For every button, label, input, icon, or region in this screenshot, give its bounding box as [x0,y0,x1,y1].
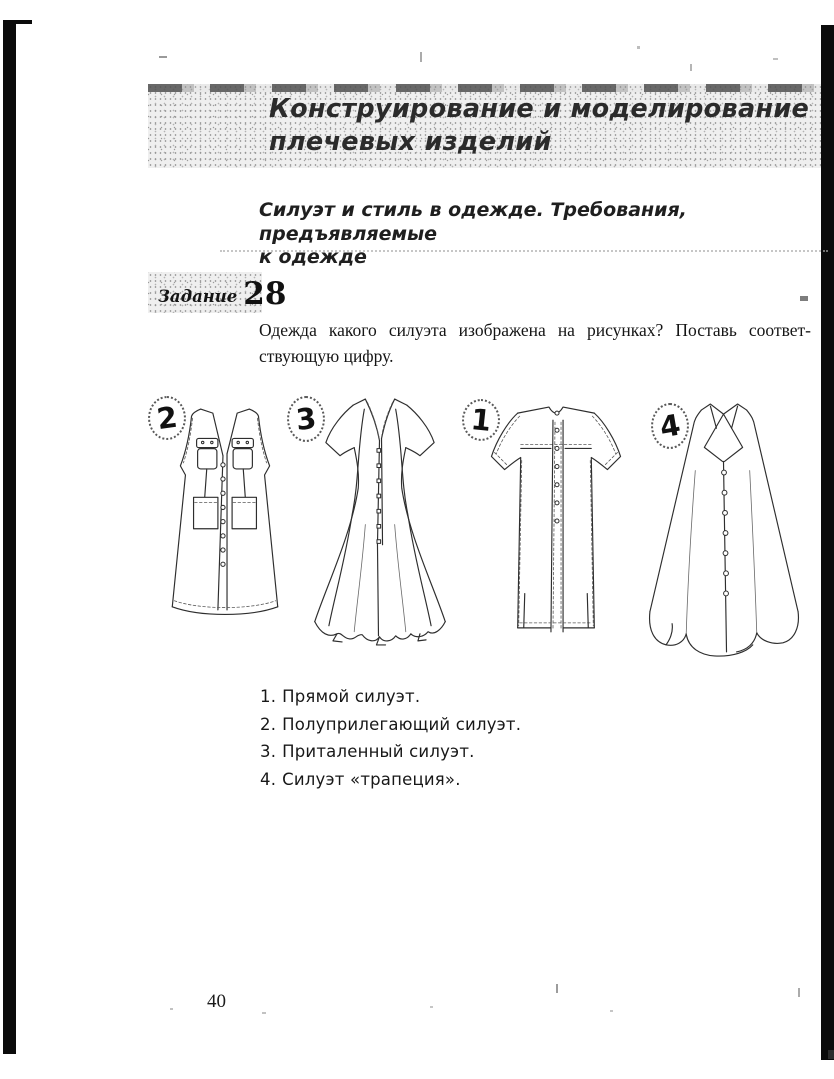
item-number: 3. [260,742,277,761]
item-text: Прямой силуэт. [282,687,421,706]
scan-speck [800,296,808,301]
task-label: Задание [158,287,238,306]
scan-speck [798,988,800,997]
subtitle-dotted-divider [220,250,828,252]
list-item [260,770,521,798]
dress-line-art-trapeze [644,400,804,662]
page-number: 40 [207,991,226,1012]
chapter-title-line1: Конструирование и моделирование [269,94,810,124]
scan-speck [170,1008,173,1010]
scan-speck [556,984,558,993]
dress-figure-2 [284,391,456,653]
list-item [260,742,521,770]
dress-figure-1 [146,394,286,626]
section-subtitle [259,199,819,270]
dress-line-art-fitted [306,393,454,651]
scan-speck [159,56,167,58]
item-number: 1. [260,687,277,706]
item-text: Приталенный силуэт. [282,742,475,761]
answer-number-3: 1 [469,402,493,438]
item-number: 4. [260,769,277,789]
answer-number-2: 3 [294,401,318,437]
list-item [260,715,521,743]
scan-speck [828,1050,834,1059]
subtitle-line1: Силуэт и стиль в одежде. Требования, предъявляемые [259,199,687,245]
answer-number-1: 2 [154,399,180,437]
scan-speck [430,1006,433,1008]
question-line1: Одежда какого силуэта изображена на рисунках? Поставь соответ- [259,320,811,340]
task-number: 28 [243,276,287,312]
subtitle-line2: к одежде [259,246,367,268]
header-halftone-band [148,84,821,92]
scan-speck [773,58,778,60]
dress-figure-3 [456,395,628,645]
item-text: Полуприлегающий силуэт. [282,714,522,734]
list-item [260,687,521,715]
dress-line-art-sarafan [168,404,282,620]
left-scan-bar [3,20,16,1054]
answer-number-4: 4 [657,407,683,445]
scan-speck [610,1010,613,1012]
dress-line-art-straight [486,398,626,642]
question-line2: ствующую цифру. [259,346,394,366]
chapter-title-line2: плечевых изделий [269,127,552,157]
dress-figure-4 [628,398,806,664]
options-list [260,687,521,797]
scan-speck [690,64,692,71]
scan-speck [637,46,640,49]
scan-speck [420,52,422,62]
item-text: Силуэт «трапеция». [282,769,461,789]
right-scan-bar [821,25,834,1060]
chapter-header-box [148,84,821,168]
left-scan-bar-nub [16,20,32,24]
task-label-box [148,272,287,313]
item-number: 2. [260,714,277,734]
scan-speck [262,1012,266,1014]
task-question [259,317,811,369]
